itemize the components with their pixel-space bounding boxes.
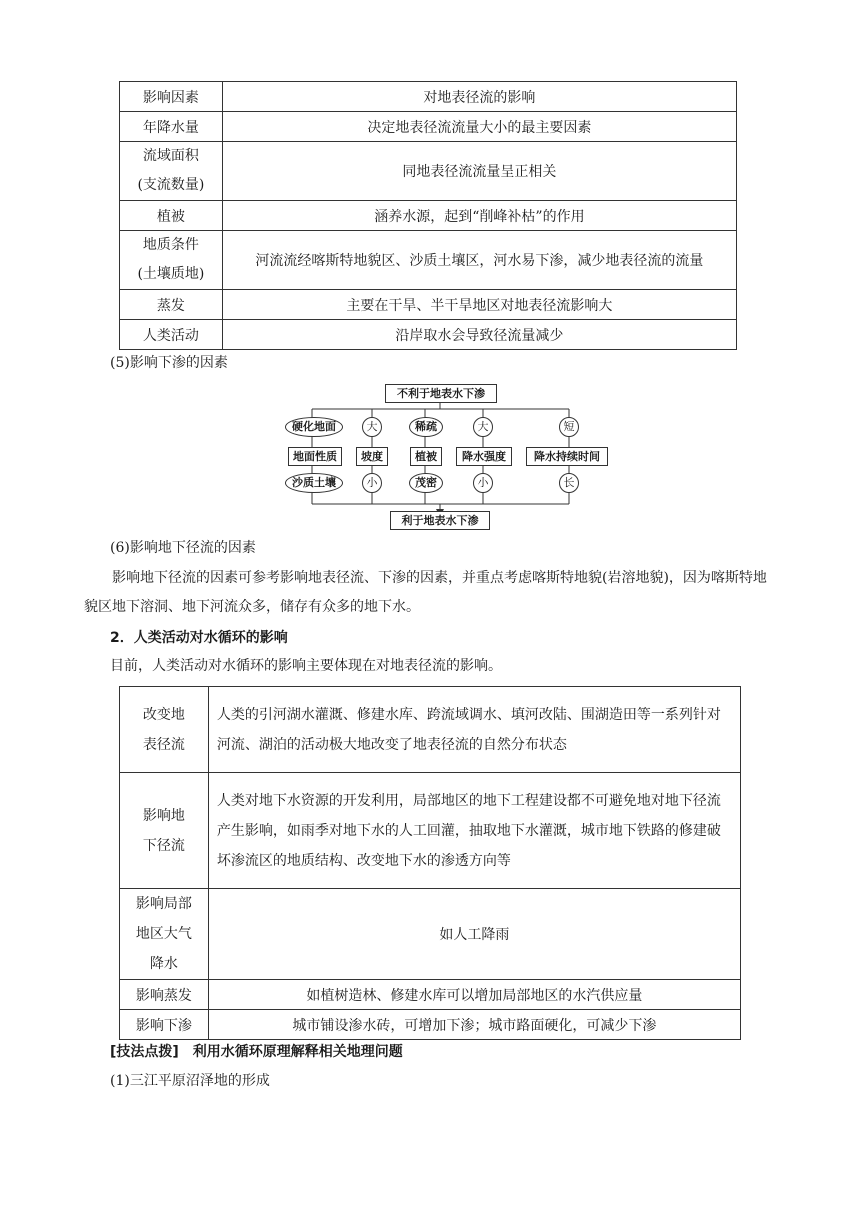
factor-cell: 植被 bbox=[120, 201, 223, 231]
label-line: 改变地 bbox=[142, 706, 185, 723]
table-row bbox=[120, 687, 741, 773]
content-cell: 如植树造林、修建水库可以增加局部地区的水汽供应量 bbox=[208, 980, 740, 1010]
effect-cell: 主要在干旱、半干旱地区对地表径流影响大 bbox=[222, 290, 736, 320]
dense-vegetation-ellipse: 茂密 bbox=[409, 473, 443, 493]
section5-title: (5)影响下渗的因素 bbox=[110, 355, 228, 371]
table-row bbox=[120, 290, 737, 320]
factor-line: 地质条件 bbox=[142, 237, 199, 253]
effect-cell: 沿岸取水会导致径流量减少 bbox=[222, 320, 736, 350]
table-row bbox=[120, 231, 737, 290]
label-cell bbox=[120, 773, 209, 889]
infiltration-diagram bbox=[280, 380, 620, 530]
human-activity-table bbox=[119, 686, 741, 1040]
label-line: 影响地 bbox=[142, 807, 185, 824]
table-row bbox=[120, 320, 737, 350]
section1-title: (1)三江平原沼泽地的形成 bbox=[110, 1073, 270, 1089]
sandy-soil-ellipse: 沙质土壤 bbox=[285, 473, 343, 493]
table-row bbox=[120, 980, 741, 1010]
factor-line: 流域面积 bbox=[142, 148, 199, 164]
factor-line: (土壤质地) bbox=[137, 266, 205, 282]
table-row bbox=[120, 201, 737, 231]
effect-cell: 同地表径流流量呈正相关 bbox=[222, 142, 736, 201]
content-cell: 城市铺设渗水砖，可增加下渗；城市路面硬化，可减少下渗 bbox=[208, 1010, 740, 1040]
factor-cell bbox=[120, 142, 223, 201]
section2-title: 2．人类活动对水循环的影响 bbox=[110, 630, 288, 646]
label-line: 影响局部 bbox=[135, 896, 192, 912]
effect-cell: 涵养水源，起到“削峰补枯”的作用 bbox=[222, 201, 736, 231]
ground-property-box: 地面性质 bbox=[288, 447, 342, 466]
rainfall-duration-box: 降水持续时间 bbox=[526, 447, 608, 466]
table-header-row bbox=[120, 82, 737, 112]
rainfall-duration-short-circle: 短 bbox=[559, 417, 579, 437]
table-row bbox=[120, 142, 737, 201]
rainfall-intensity-large-circle: 大 bbox=[473, 417, 493, 437]
label-cell: 影响蒸发 bbox=[120, 980, 209, 1010]
label-line: 表径流 bbox=[142, 736, 185, 753]
factor-line: (支流数量) bbox=[137, 177, 205, 193]
table-row bbox=[120, 773, 741, 889]
label-cell bbox=[120, 687, 209, 773]
vegetation-box: 植被 bbox=[410, 447, 442, 466]
sparse-vegetation-ellipse: 稀疏 bbox=[409, 417, 443, 437]
table-row bbox=[120, 1010, 741, 1040]
factor-cell bbox=[120, 231, 223, 290]
section6-paragraph: 影响地下径流的因素可参考影响地表径流、下渗的因素，并重点考虑喀斯特地貌(岩溶地貌)，因为喀斯特地貌区地下溶洞、地下河流众多，储存有众多的地下水。 bbox=[84, 570, 767, 615]
tip-title: [技法点拨] 利用水循环原理解释相关地理问题 bbox=[110, 1044, 403, 1060]
factor-cell: 人类活动 bbox=[120, 320, 223, 350]
content-cell: 人类的引河湖水灌溉、修建水库、跨流域调水、填河改陆、围湖造田等一系列针对河流、湖泊的活动极大地改变了地表径流的自然分布状态 bbox=[208, 687, 740, 773]
rainfall-intensity-small-circle: 小 bbox=[473, 473, 493, 493]
slope-small-circle: 小 bbox=[362, 473, 382, 493]
table-row bbox=[120, 112, 737, 142]
effect-cell: 决定地表径流流量大小的最主要因素 bbox=[222, 112, 736, 142]
factor-cell: 蒸发 bbox=[120, 290, 223, 320]
label-cell: 影响下渗 bbox=[120, 1010, 209, 1040]
section2-intro: 目前，人类活动对水循环的影响主要体现在对地表径流的影响。 bbox=[110, 658, 502, 674]
label-line: 地区大气 bbox=[135, 926, 192, 942]
header-cell: 对地表径流的影响 bbox=[222, 82, 736, 112]
content-cell: 人类对地下水资源的开发利用，局部地区的地下工程建设都不可避免地对地下径流产生影响，如雨季对地下水的人工回灌，抽取地下水灌溉，城市地下铁路的修建破坏渗流区的地质结构、改变地下水的渗透方向等 bbox=[208, 773, 740, 889]
header-cell: 影响因素 bbox=[120, 82, 223, 112]
effect-cell: 河流流经喀斯特地貌区、沙质土壤区，河水易下渗，减少地表径流的流量 bbox=[222, 231, 736, 290]
section6-title: (6)影响地下径流的因素 bbox=[110, 540, 256, 556]
rainfall-intensity-box: 降水强度 bbox=[456, 447, 512, 466]
rainfall-duration-long-circle: 长 bbox=[559, 473, 579, 493]
unfavorable-infiltration-box: 不利于地表水下渗 bbox=[385, 384, 497, 403]
slope-large-circle: 大 bbox=[362, 417, 382, 437]
slope-box: 坡度 bbox=[356, 447, 388, 466]
table-row bbox=[120, 889, 741, 980]
hardened-ground-ellipse: 硬化地面 bbox=[285, 417, 343, 437]
label-cell bbox=[120, 889, 209, 980]
surface-runoff-factors-table bbox=[119, 81, 737, 350]
favorable-infiltration-box: 利于地表水下渗 bbox=[390, 511, 490, 530]
label-line: 降水 bbox=[149, 956, 178, 972]
factor-cell: 年降水量 bbox=[120, 112, 223, 142]
content-cell: 如人工降雨 bbox=[208, 889, 740, 980]
label-line: 下径流 bbox=[142, 837, 185, 854]
